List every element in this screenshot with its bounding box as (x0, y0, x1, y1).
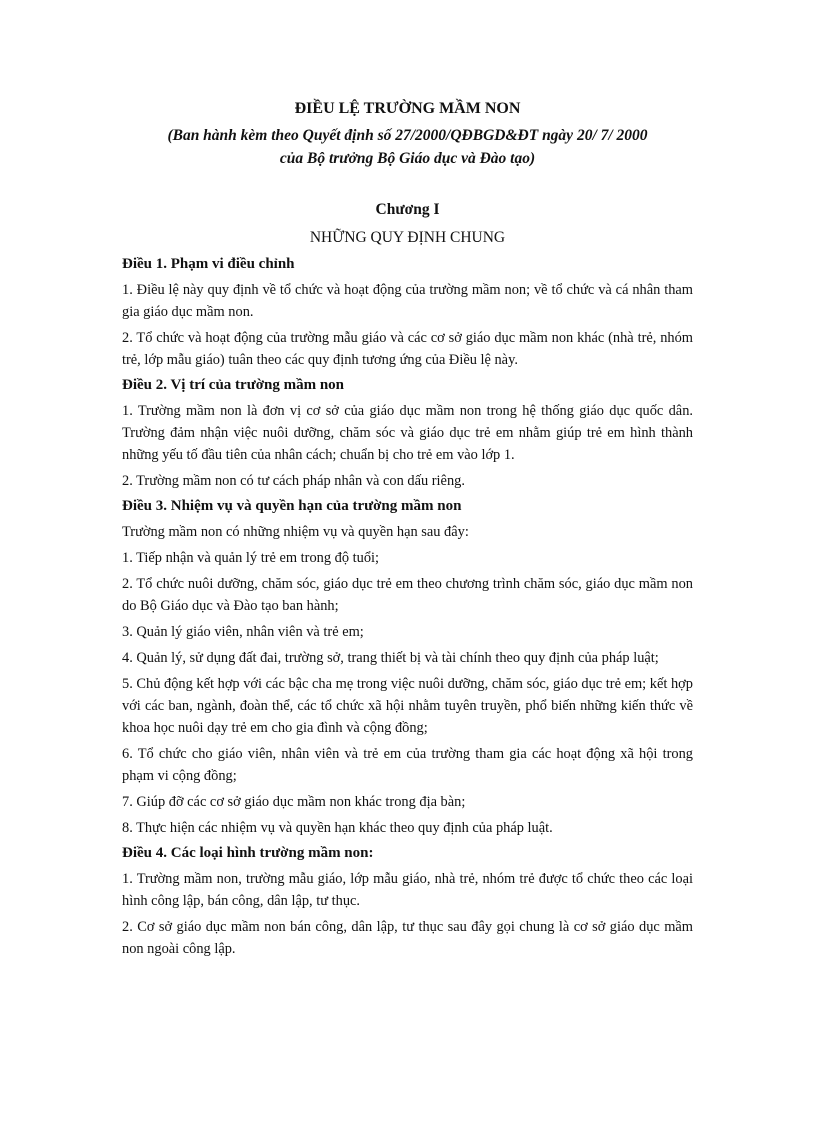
article-3-paragraph: 4. Quản lý, sử dụng đất đai, trường sở, trang thiết bị và tài chính theo quy định của pháp luật; (122, 650, 659, 666)
article-3-paragraph: 3. Quản lý giáo viên, nhân viên và trẻ em; (122, 624, 364, 640)
document-body (122, 99, 693, 964)
document-subtitle-line-1: (Ban hành kèm theo Quyết định số 27/2000/QĐBGD&ĐT ngày 20/ 7/ 2000 (167, 127, 648, 144)
article-3-paragraph: 1. Tiếp nhận và quản lý trẻ em trong độ tuổi; (122, 550, 380, 566)
article-heading-2: Điều 2. Vị trí của trường mầm non (122, 377, 345, 393)
article-3-paragraph: 5. Chủ động kết hợp với các bậc cha mẹ trong việc nuôi dưỡng, chăm sóc, giáo dục trẻ em; kết hợp với các ban, ngành, đoàn thể, các tổ chức xã hội nhằm tuyên truyền, phổ biến những kiến thức về khoa học nuôi dạy trẻ em cho gia đình và cộng đồng; (122, 676, 693, 736)
article-2-paragraph: 1. Trường mầm non là đơn vị cơ sở của giáo dục mầm non trong hệ thống giáo dục quốc dân. Trường đảm nhận việc nuôi dưỡng, chăm sóc và giáo dục trẻ em nhằm giúp trẻ em hình thành những yếu tố đầu tiên của nhân cách; chuẩn bị cho trẻ em vào lớp 1. (122, 403, 693, 463)
document-title: ĐIỀU LỆ TRƯỜNG MẦM NON (294, 100, 521, 117)
chapter-label: Chương I (375, 201, 440, 218)
article-3-paragraph: 2. Tổ chức nuôi dưỡng, chăm sóc, giáo dục trẻ em theo chương trình chăm sóc, giáo dục mầm non do Bộ Giáo dục và Đào tạo ban hành; (122, 576, 693, 614)
article-1-paragraph: 1. Điều lệ này quy định về tổ chức và hoạt động của trường mầm non; về tổ chức và cá nhân tham gia giáo dục mầm non. (122, 282, 693, 320)
article-2-paragraph: 2. Trường mầm non có tư cách pháp nhân và con dấu riêng. (122, 473, 465, 489)
article-1-paragraph: 2. Tổ chức và hoạt động của trường mẫu giáo và các cơ sở giáo dục mầm non khác (nhà trẻ, nhóm trẻ, lớp mẫu giáo) tuân theo các quy định tương ứng của Điều lệ này. (122, 330, 693, 368)
article-heading-4: Điều 4. Các loại hình trường mầm non: (122, 845, 374, 861)
article-3-paragraph: Trường mầm non có những nhiệm vụ và quyền hạn sau đây: (122, 524, 469, 540)
article-3-paragraph: 8. Thực hiện các nhiệm vụ và quyền hạn khác theo quy định của pháp luật. (122, 820, 553, 836)
article-heading-3: Điều 3. Nhiệm vụ và quyền hạn của trường mầm non (122, 498, 462, 514)
article-3-paragraph: 7. Giúp đỡ các cơ sở giáo dục mầm non khác trong địa bàn; (122, 794, 466, 810)
article-3-paragraph: 6. Tổ chức cho giáo viên, nhân viên và trẻ em của trường tham gia các hoạt động xã hội trong phạm vi cộng đồng; (122, 746, 693, 784)
chapter-title: NHỮNG QUY ĐỊNH CHUNG (309, 229, 506, 246)
document-subtitle-line-2: của Bộ trưởng Bộ Giáo dục và Đào tạo) (279, 150, 536, 167)
article-4-paragraph: 2. Cơ sở giáo dục mầm non bán công, dân lập, tư thục sau đây gọi chung là cơ sở giáo dục mầm non ngoài công lập. (122, 919, 693, 957)
article-4-paragraph: 1. Trường mầm non, trường mẫu giáo, lớp mẫu giáo, nhà trẻ, nhóm trẻ được tổ chức theo các loại hình công lập, bán công, dân lập, tư thục. (122, 871, 693, 909)
article-heading-1: Điều 1. Phạm vi điều chỉnh (122, 256, 295, 272)
